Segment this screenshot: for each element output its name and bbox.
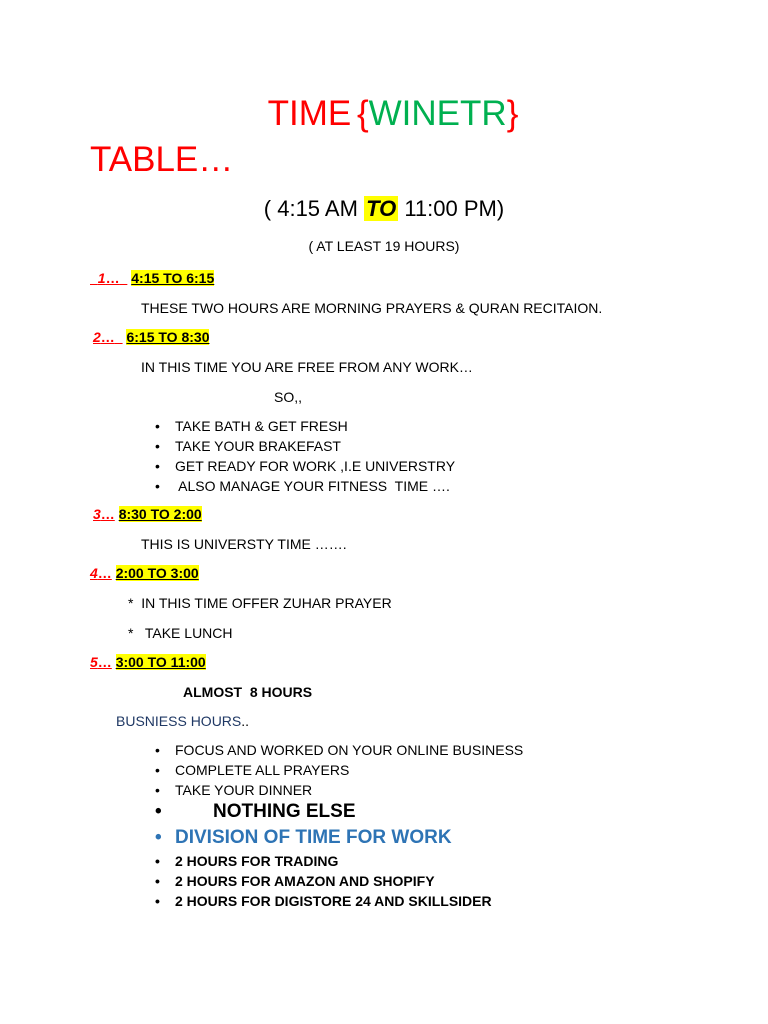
section-5-time: 3:00 TO 11:00 (115, 654, 206, 670)
title-winter: WINETR (368, 94, 507, 133)
section-1-number: 1 (97, 270, 106, 286)
title-close-brace: } (506, 94, 519, 133)
section-3-time: 8:30 TO 2:00 (118, 506, 202, 522)
list-item: • COMPLETE ALL PRAYERS (155, 762, 350, 778)
list-item: • DIVISION OF TIME FOR WORK (175, 825, 492, 851)
bullet-icon: • (155, 418, 160, 434)
section-2-text: IN THIS TIME YOU ARE FREE FROM ANY WORK… (141, 359, 473, 375)
bullet-icon: • (155, 762, 160, 778)
section-4-line-1: * IN THIS TIME OFFER ZUHAR PRAYER (128, 595, 392, 611)
section-3-text: THIS IS UNIVERSTY TIME ……. (141, 536, 347, 552)
bullet-icon: • (155, 438, 160, 454)
section-1-heading (90, 268, 214, 288)
bullet-icon: • (155, 853, 160, 869)
bullet-icon: • (155, 742, 160, 758)
section-3-dots: … (100, 506, 115, 522)
bullet-icon: • (155, 873, 160, 889)
page-title-table: TABLE… (90, 140, 234, 179)
section-5-list (155, 740, 524, 800)
section-4-dots: … (97, 565, 112, 581)
title-time: TIME (267, 94, 352, 133)
section-4-number: 4 (90, 565, 98, 581)
bullet-icon: • (155, 801, 162, 822)
list-item: • GET READY FOR WORK ,I.E UNIVERSTRY (155, 458, 456, 474)
list-item: • TAKE BATH & GET FRESH (155, 418, 348, 434)
at-least-note: ( AT LEAST 19 HOURS) (308, 238, 460, 254)
section-1-text: THESE TWO HOURS ARE MORNING PRAYERS & QURAN RECITAION. (141, 300, 603, 316)
section-4-line-2: * TAKE LUNCH (128, 625, 233, 641)
section-2-number: 2 (93, 329, 101, 345)
section-2-heading (93, 327, 209, 347)
section-1-time: 4:15 TO 6:15 (131, 270, 215, 286)
time-range (0, 194, 768, 224)
business-hours-label: BUSNIESS HOURS.. (116, 713, 250, 729)
list-item: • TAKE YOUR BRAKEFAST (155, 438, 341, 454)
bullet-icon: • (155, 893, 160, 909)
time-range-close: 11:00 PM) (398, 196, 505, 221)
list-item: • TAKE YOUR DINNER (155, 782, 313, 798)
section-3-heading (93, 504, 202, 524)
section-4-time: 2:00 TO 3:00 (115, 565, 199, 581)
time-range-to: TO (366, 196, 397, 221)
list-item: • 2 HOURS FOR AMAZON AND SHOPIFY (155, 873, 435, 889)
list-item: • ALSO MANAGE YOUR FITNESS TIME …. (155, 478, 450, 494)
section-5-dots: … (97, 654, 112, 670)
time-range-open: ( 4:15 AM (263, 196, 365, 221)
section-2-dots: … (100, 329, 115, 345)
section-3-number: 3 (93, 506, 101, 522)
list-item: • NOTHING ELSE (175, 799, 492, 825)
section-5-number: 5 (90, 654, 98, 670)
list-item: • 2 HOURS FOR TRADING (155, 853, 339, 869)
section-5-bold-list (155, 799, 492, 911)
section-4-heading (90, 563, 199, 583)
bullet-icon: • (155, 458, 160, 474)
page-title (0, 92, 768, 136)
section-2-list (155, 416, 456, 496)
section-2-time: 6:15 TO 8:30 (126, 329, 210, 345)
section-1-dots: … (105, 270, 120, 286)
section-5-heading (90, 652, 206, 672)
section-5-almost: ALMOST 8 HOURS (183, 684, 313, 700)
bullet-icon: • (155, 478, 160, 494)
bullet-icon: • (155, 827, 162, 848)
title-open-brace: { (356, 94, 369, 133)
section-2-so: SO,, (274, 389, 303, 405)
list-item: • FOCUS AND WORKED ON YOUR ONLINE BUSINESS (155, 742, 524, 758)
bullet-icon: • (155, 782, 160, 798)
list-item: • 2 HOURS FOR DIGISTORE 24 AND SKILLSIDER (155, 893, 492, 909)
